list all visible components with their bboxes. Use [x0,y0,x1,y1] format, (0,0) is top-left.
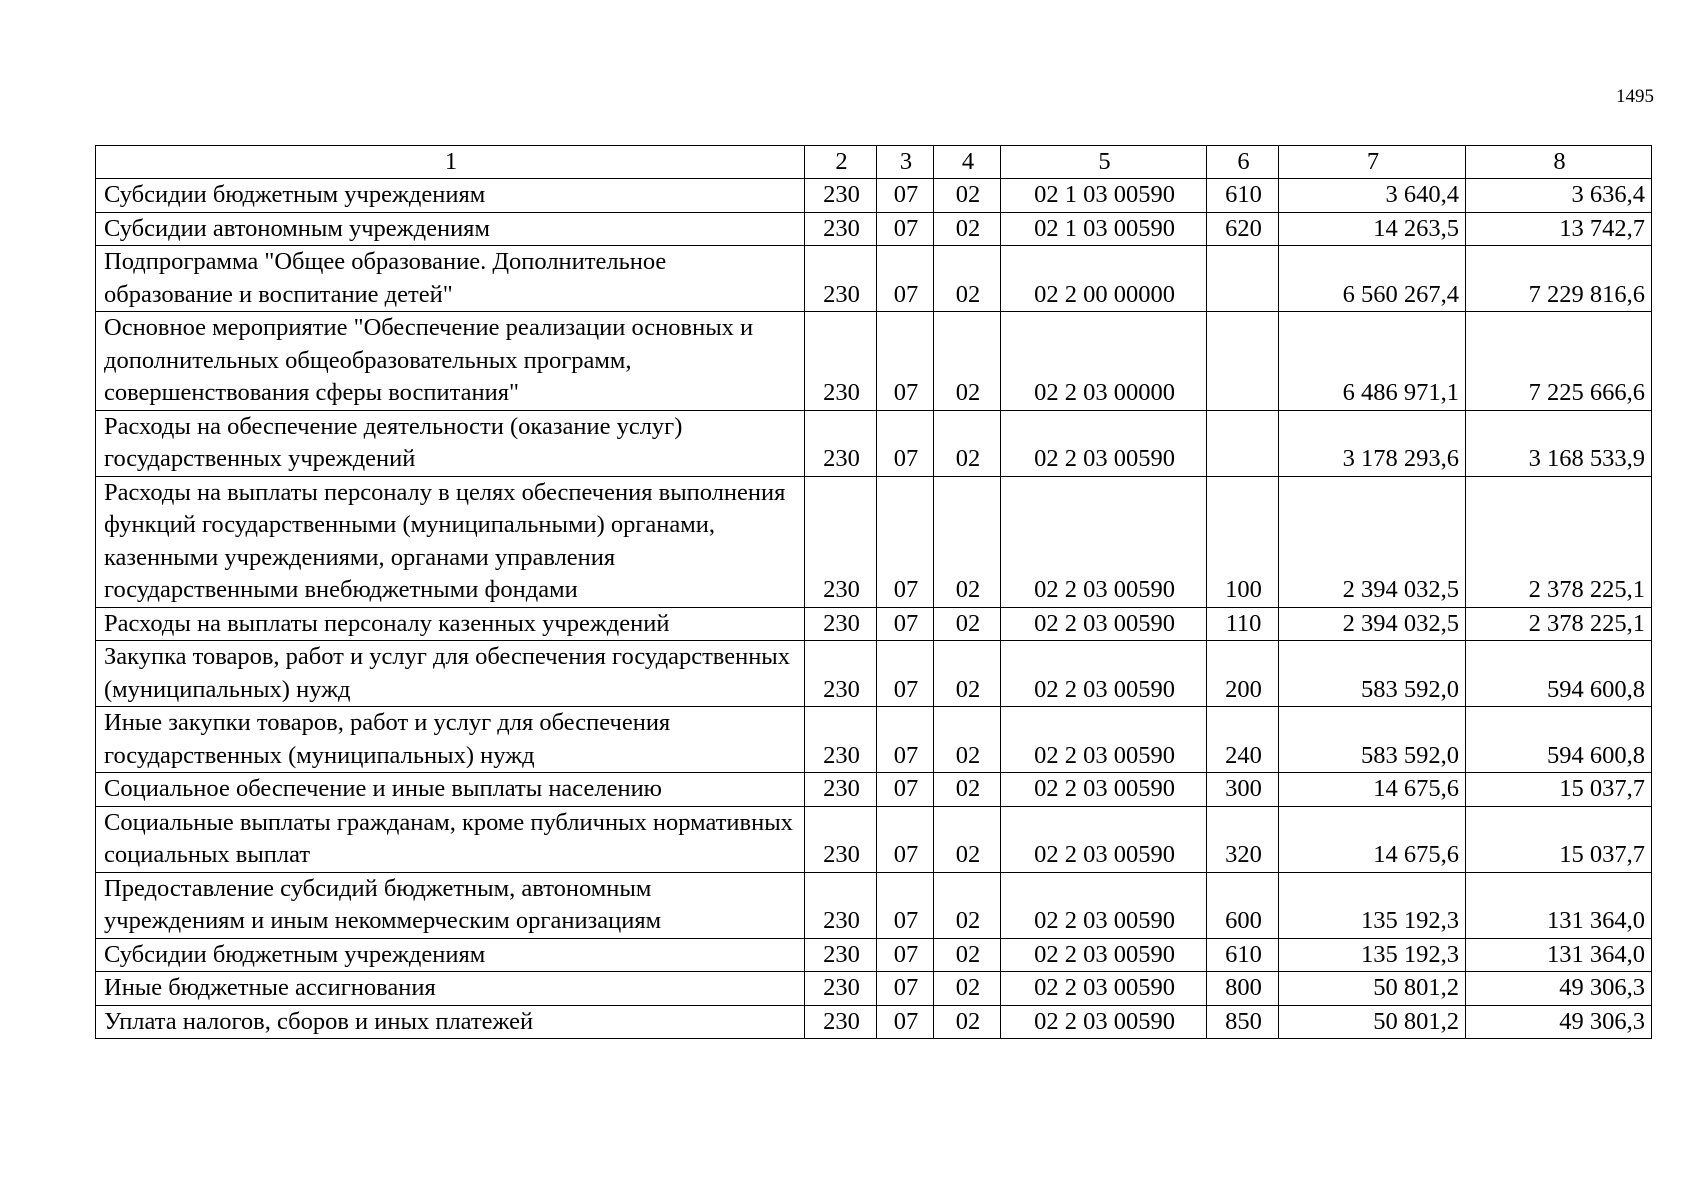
cell-col-8: 7 229 816,6 [1466,246,1652,312]
cell-col-8: 13 742,7 [1466,212,1652,246]
column-header: 6 [1207,146,1279,179]
table-row [96,707,1652,773]
cell-col-8: 7 225 666,6 [1466,312,1652,411]
cell-col-4: 02 [934,410,1001,476]
cell-col-5: 02 2 03 00000 [1001,312,1207,411]
cell-col-5: 02 2 03 00590 [1001,707,1207,773]
cell-col-4: 02 [934,641,1001,707]
cell-col-8: 3 168 533,9 [1466,410,1652,476]
cell-col-4: 02 [934,806,1001,872]
cell-col-3: 07 [877,312,934,411]
cell-col-8: 131 364,0 [1466,938,1652,972]
cell-name: Расходы на выплаты персоналу казенных учреждений [96,607,805,641]
cell-col-3: 07 [877,872,934,938]
cell-col-5: 02 2 03 00590 [1001,872,1207,938]
cell-col-3: 07 [877,212,934,246]
cell-col-2: 230 [805,410,877,476]
cell-name: Субсидии автономным учреждениям [96,212,805,246]
table-row [96,938,1652,972]
cell-col-6: 110 [1207,607,1279,641]
cell-col-7: 50 801,2 [1279,1005,1466,1039]
cell-col-4: 02 [934,212,1001,246]
table-row [96,607,1652,641]
cell-col-8: 15 037,7 [1466,773,1652,807]
cell-col-3: 07 [877,607,934,641]
cell-col-5: 02 2 03 00590 [1001,410,1207,476]
column-header: 8 [1466,146,1652,179]
table-row [96,806,1652,872]
table-row [96,212,1652,246]
column-header: 7 [1279,146,1466,179]
header-row [96,146,1652,179]
table-row [96,773,1652,807]
page-number: 1495 [1616,86,1654,107]
cell-col-8: 594 600,8 [1466,707,1652,773]
cell-col-8: 594 600,8 [1466,641,1652,707]
cell-col-6: 610 [1207,179,1279,213]
budget-table [95,145,1652,1039]
cell-col-3: 07 [877,476,934,607]
cell-col-7: 135 192,3 [1279,872,1466,938]
cell-col-5: 02 2 03 00590 [1001,806,1207,872]
cell-col-5: 02 2 03 00590 [1001,938,1207,972]
cell-col-3: 07 [877,938,934,972]
cell-col-2: 230 [805,872,877,938]
cell-col-5: 02 2 03 00590 [1001,476,1207,607]
cell-name: Иные бюджетные ассигнования [96,972,805,1006]
cell-col-5: 02 1 03 00590 [1001,179,1207,213]
cell-col-2: 230 [805,972,877,1006]
cell-col-6: 610 [1207,938,1279,972]
cell-col-5: 02 2 03 00590 [1001,1005,1207,1039]
cell-col-8: 2 378 225,1 [1466,607,1652,641]
cell-col-7: 583 592,0 [1279,707,1466,773]
cell-col-7: 14 263,5 [1279,212,1466,246]
cell-name: Предоставление субсидий бюджетным, автономным учреждениям и иным некоммерческим организациям [96,872,805,938]
table-row [96,312,1652,411]
cell-col-8: 15 037,7 [1466,806,1652,872]
cell-col-4: 02 [934,872,1001,938]
cell-col-3: 07 [877,641,934,707]
cell-col-4: 02 [934,246,1001,312]
cell-name: Закупка товаров, работ и услуг для обеспечения государственных (муниципальных) нужд [96,641,805,707]
cell-name: Подпрограмма "Общее образование. Дополнительное образование и воспитание детей" [96,246,805,312]
cell-col-2: 230 [805,938,877,972]
cell-col-6: 300 [1207,773,1279,807]
cell-col-8: 49 306,3 [1466,972,1652,1006]
cell-col-5: 02 2 03 00590 [1001,972,1207,1006]
table-row [96,872,1652,938]
table-row [96,179,1652,213]
cell-col-2: 230 [805,806,877,872]
cell-name: Уплата налогов, сборов и иных платежей [96,1005,805,1039]
cell-col-6: 240 [1207,707,1279,773]
cell-name: Субсидии бюджетным учреждениям [96,179,805,213]
cell-col-3: 07 [877,246,934,312]
column-header: 3 [877,146,934,179]
cell-col-2: 230 [805,212,877,246]
cell-col-2: 230 [805,773,877,807]
cell-col-6: 600 [1207,872,1279,938]
cell-col-3: 07 [877,806,934,872]
table-row [96,1005,1652,1039]
cell-col-7: 3 640,4 [1279,179,1466,213]
cell-col-6 [1207,410,1279,476]
column-header: 2 [805,146,877,179]
cell-col-7: 3 178 293,6 [1279,410,1466,476]
cell-col-7: 2 394 032,5 [1279,607,1466,641]
cell-col-4: 02 [934,707,1001,773]
cell-col-7: 14 675,6 [1279,773,1466,807]
cell-col-5: 02 2 00 00000 [1001,246,1207,312]
cell-col-6: 200 [1207,641,1279,707]
cell-col-2: 230 [805,707,877,773]
table-row [96,476,1652,607]
cell-col-6: 800 [1207,972,1279,1006]
cell-col-7: 583 592,0 [1279,641,1466,707]
cell-col-2: 230 [805,312,877,411]
table-row [96,410,1652,476]
cell-col-7: 6 486 971,1 [1279,312,1466,411]
cell-name: Расходы на обеспечение деятельности (оказание услуг) государственных учреждений [96,410,805,476]
cell-name: Иные закупки товаров, работ и услуг для обеспечения государственных (муниципальных) нужд [96,707,805,773]
cell-col-8: 131 364,0 [1466,872,1652,938]
cell-col-6: 320 [1207,806,1279,872]
column-header: 1 [96,146,805,179]
cell-col-2: 230 [805,246,877,312]
cell-col-4: 02 [934,607,1001,641]
cell-col-7: 2 394 032,5 [1279,476,1466,607]
cell-col-7: 50 801,2 [1279,972,1466,1006]
cell-col-2: 230 [805,179,877,213]
cell-name: Социальное обеспечение и иные выплаты населению [96,773,805,807]
cell-col-8: 49 306,3 [1466,1005,1652,1039]
cell-col-8: 2 378 225,1 [1466,476,1652,607]
table-row [96,972,1652,1006]
cell-col-5: 02 1 03 00590 [1001,212,1207,246]
cell-col-6: 620 [1207,212,1279,246]
cell-col-3: 07 [877,1005,934,1039]
cell-name: Социальные выплаты гражданам, кроме публичных нормативных социальных выплат [96,806,805,872]
cell-col-3: 07 [877,972,934,1006]
cell-col-4: 02 [934,938,1001,972]
table-row [96,641,1652,707]
cell-col-3: 07 [877,179,934,213]
table-body [96,146,1652,1039]
cell-col-6: 850 [1207,1005,1279,1039]
cell-col-6 [1207,312,1279,411]
cell-col-2: 230 [805,1005,877,1039]
cell-col-5: 02 2 03 00590 [1001,773,1207,807]
cell-col-7: 6 560 267,4 [1279,246,1466,312]
cell-col-3: 07 [877,707,934,773]
cell-col-7: 14 675,6 [1279,806,1466,872]
cell-col-6 [1207,246,1279,312]
cell-name: Субсидии бюджетным учреждениям [96,938,805,972]
column-header: 5 [1001,146,1207,179]
cell-col-2: 230 [805,607,877,641]
cell-col-4: 02 [934,312,1001,411]
cell-col-5: 02 2 03 00590 [1001,641,1207,707]
cell-col-2: 230 [805,476,877,607]
cell-col-4: 02 [934,972,1001,1006]
cell-col-6: 100 [1207,476,1279,607]
cell-col-7: 135 192,3 [1279,938,1466,972]
cell-col-8: 3 636,4 [1466,179,1652,213]
cell-col-4: 02 [934,773,1001,807]
cell-col-4: 02 [934,476,1001,607]
cell-col-5: 02 2 03 00590 [1001,607,1207,641]
cell-col-3: 07 [877,410,934,476]
cell-col-4: 02 [934,179,1001,213]
cell-name: Расходы на выплаты персоналу в целях обеспечения выполнения функций государственными (муниципальными) органами, казенными учреждениями, органами управления государственными внебюджетными фондами [96,476,805,607]
cell-col-4: 02 [934,1005,1001,1039]
cell-col-2: 230 [805,641,877,707]
table-row [96,246,1652,312]
column-header: 4 [934,146,1001,179]
cell-col-3: 07 [877,773,934,807]
cell-name: Основное мероприятие "Обеспечение реализации основных и дополнительных общеобразовательных программ, совершенствования сферы воспитания" [96,312,805,411]
